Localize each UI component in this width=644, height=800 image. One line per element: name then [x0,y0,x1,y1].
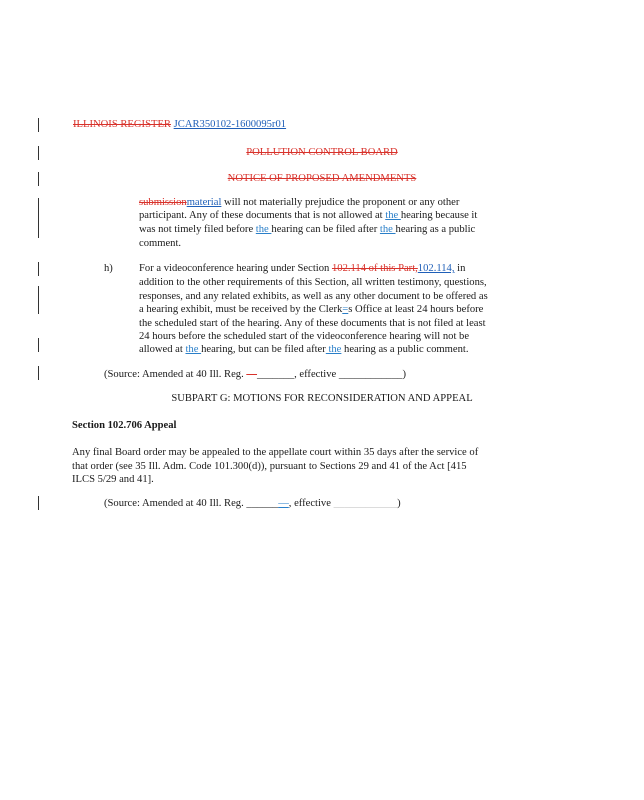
text: (Source: Amended at 40 Ill. Reg. ______ [104,498,279,509]
section-line2: that order (see 35 Ill. Adm. Code 101.300(d)), pursuant to Sections 29 and 41 of the Act [415 [72,461,467,472]
item-h-line3: responses, and any related exhibits, as well as any other document to be offered as [139,291,488,302]
item-h-line2: addition to the other requirements of this Section, all written testimony, questions, [139,277,487,288]
inserted-text: the [385,210,401,221]
para1-line1 [139,196,459,210]
change-bar [38,198,39,238]
text: hearing because it [400,210,478,221]
register-inserted: JCAR350102-1600095r01 [173,119,287,130]
inserted-text: the [379,224,396,235]
text: a hearing exhibit, must be received by the Clerk [139,304,343,315]
item-h-label: h) [104,263,113,274]
section-line1: Any final Board order may be appealed to the appellate court within 35 days after the service of [72,447,479,458]
board-name: POLLUTION CONTROL BOARD [246,147,398,158]
inserted-text: ____________ [333,498,398,509]
item-h-line1 [139,262,465,276]
change-bar [38,338,39,352]
deleted-text: — [246,369,257,380]
text: For a videoconference hearing under Section [139,263,332,274]
text: hearing as a public comment. [341,344,469,355]
change-bar [38,366,39,380]
item-h-line5: the scheduled start of the hearing. Any of these documents that is not filed at least [139,318,486,329]
item-h-line4 [139,303,483,317]
inserted-text: the [255,224,272,235]
change-bar [38,286,39,314]
text: in [454,263,466,274]
item-h-line7 [139,343,468,357]
item-h-line6: 24 hours before the scheduled start of the videoconference hearing will not be [139,331,470,342]
section-title: Section 102.706 Appeal [72,420,177,431]
section-line3: ILCS 5/29 and 41]. [72,474,154,485]
deleted-text: submission [139,197,187,208]
inserted-text: the [325,344,342,355]
text: ) [397,498,401,509]
source-note-1 [104,368,406,382]
inserted-text: — [278,498,289,509]
change-bar [38,118,39,132]
text: _______, effective ____________) [257,369,406,380]
para1-line2 [139,209,477,223]
notice-title: NOTICE OF PROPOSED AMENDMENTS [227,173,417,184]
register-struck: ILLINOIS REGISTER [73,119,171,130]
text: was not timely filed before [139,224,256,235]
para1-line3 [139,223,475,237]
para1-line4: comment. [139,238,182,249]
notice-header [0,172,644,186]
text: hearing as a public [395,224,476,235]
source-note-2 [104,497,401,511]
subpart-heading: SUBPART G: MOTIONS FOR RECONSIDERATION AND APPEAL [171,393,473,404]
text: will not materially prejudice the proponent or any other [221,197,460,208]
text: participant. Any of these documents that is not allowed at [139,210,386,221]
inserted-text: = [342,304,349,315]
deleted-text: 102.114 of this Part, [331,263,418,274]
board-header [0,146,644,160]
text: allowed at [139,344,186,355]
inserted-text: the [185,344,202,355]
text: hearing can be filed after [271,224,380,235]
change-bar [38,262,39,276]
register-header [73,118,286,132]
inserted-text: material [186,197,222,208]
change-bar [38,496,39,510]
text: (Source: Amended at 40 Ill. Reg. [104,369,247,380]
text: , effective [288,498,334,509]
text: s Office at least 24 hours before [348,304,484,315]
text: hearing, but can be filed after [201,344,326,355]
inserted-text: 102.114, [417,263,455,274]
